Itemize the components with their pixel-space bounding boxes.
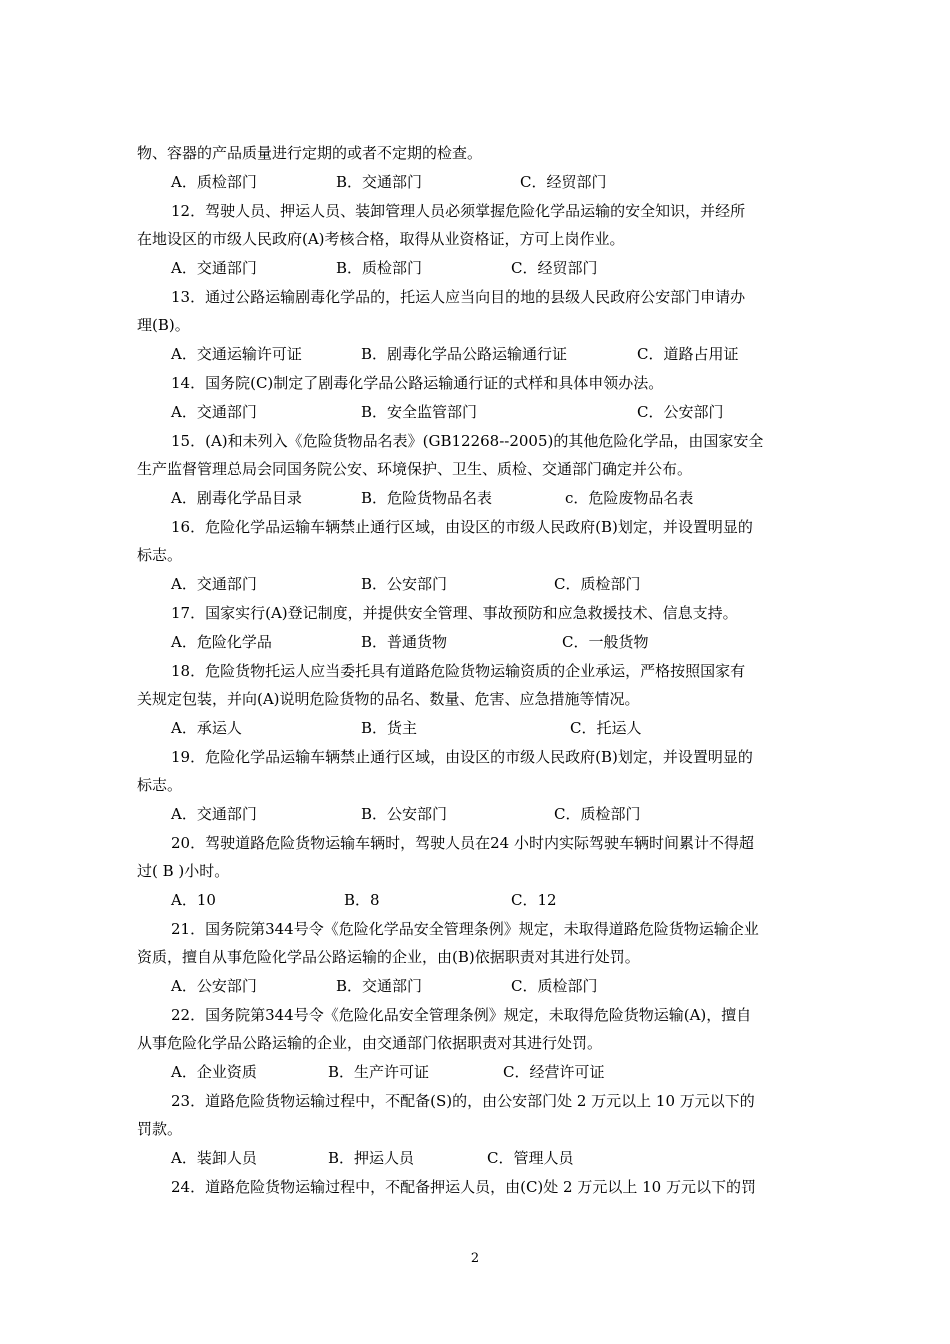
question-14: 14．国务院(C)制定了剧毒化学品公路运输通行证的式样和具体申领办法。 <box>171 374 664 392</box>
option-c: C．12 <box>511 891 557 909</box>
text-line: 生产监督管理总局会同国务院公安、环境保护、卫生、质检、交通部门确定并公布。 <box>137 460 693 478</box>
answer-options-14 <box>171 402 817 422</box>
question-15: 15．(A)和未列入《危险货物品名表》(GB12268--2005)的其他危险化学品，由国家安全 <box>171 432 764 450</box>
answer-options-11 <box>171 172 817 192</box>
question-20: 20．驾驶道路危险货物运输车辆时，驾驶人员在24 小时内实际驾驶车辆时间累计不得超 <box>171 834 754 852</box>
text-line: 从事危险化学品公路运输的企业，由交通部门依据职责对其进行处罚。 <box>137 1034 603 1052</box>
option-c: C．经贸部门 <box>520 173 607 191</box>
option-a: A．10 <box>171 891 216 909</box>
answer-options-16 <box>171 574 817 594</box>
option-a: A．交通运输许可证 <box>171 345 302 363</box>
text-line: 标志。 <box>137 776 183 794</box>
question-23: 23．道路危险货物运输过程中，不配备(S)的，由公安部门处 2 万元以上 10 万元以下的 <box>171 1092 755 1110</box>
answer-options-19 <box>171 804 817 824</box>
question-16: 16．危险化学品运输车辆禁止通行区域，由设区的市级人民政府(B)划定，并设置明显的 <box>171 518 753 536</box>
answer-options-23 <box>171 1148 817 1168</box>
option-a: A．承运人 <box>171 719 242 737</box>
option-b: B．安全监管部门 <box>361 403 478 421</box>
option-c: C．经贸部门 <box>511 259 598 277</box>
option-b: B．生产许可证 <box>328 1063 430 1081</box>
question-22: 22．国务院第344号令《危险化品安全管理条例》规定，未取得危险货物运输(A)，擅自 <box>171 1006 752 1024</box>
option-b: B．货主 <box>361 719 418 737</box>
option-c: C．公安部门 <box>637 403 724 421</box>
option-c: C．一般货物 <box>562 633 649 651</box>
option-c: C．道路占用证 <box>637 345 739 363</box>
answer-options-17 <box>171 632 817 652</box>
text-line: 罚款。 <box>137 1120 183 1138</box>
text-line: 过( B )小时。 <box>137 862 230 880</box>
page-number: 2 <box>470 1251 480 1266</box>
text-line: 理(B)。 <box>137 316 190 334</box>
answer-options-15 <box>171 488 817 508</box>
answer-options-18 <box>171 718 817 738</box>
answer-options-22 <box>171 1062 817 1082</box>
option-b: B．剧毒化学品公路运输通行证 <box>361 345 568 363</box>
question-13: 13．通过公路运输剧毒化学品的，托运人应当向目的地的县级人民政府公安部门申请办 <box>171 288 746 306</box>
option-b: B．8 <box>344 891 380 909</box>
text-line: 关规定包装，并向(A)说明危险货物的品名、数量、危害、应急措施等情况。 <box>137 690 640 708</box>
text-line: 资质，擅自从事危险化学品公路运输的企业，由(B)依据职责对其进行处罚。 <box>137 948 640 966</box>
text-line: 标志。 <box>137 546 183 564</box>
option-c: C．经营许可证 <box>503 1063 605 1081</box>
answer-options-13 <box>171 344 817 364</box>
option-a: A．装卸人员 <box>171 1149 257 1167</box>
question-17: 17．国家实行(A)登记制度，并提供安全管理、事故预防和应急救援技术、信息支持。 <box>171 604 738 622</box>
option-a: A．公安部门 <box>171 977 257 995</box>
option-b: B．质检部门 <box>336 259 423 277</box>
option-a: A．危险化学品 <box>171 633 272 651</box>
question-18: 18．危险货物托运人应当委托具有道路危险货物运输资质的企业承运，严格按照国家有 <box>171 662 746 680</box>
option-b: B．交通部门 <box>336 977 423 995</box>
answer-options-21 <box>171 976 817 996</box>
option-b: B．交通部门 <box>336 173 423 191</box>
option-b: B．危险货物品名表 <box>361 489 493 507</box>
option-a: A．企业资质 <box>171 1063 257 1081</box>
option-c: C．质检部门 <box>554 805 641 823</box>
option-c: C．质检部门 <box>554 575 641 593</box>
question-24: 24．道路危险货物运输过程中，不配备押运人员，由(C)处 2 万元以上 10 万元以下的罚 <box>171 1178 756 1196</box>
text-line: 在地设区的市级人民政府(A)考核合格，取得从业资格证，方可上岗作业。 <box>137 230 625 248</box>
answer-options-20 <box>171 890 817 910</box>
question-21: 21．国务院第344号令《危险化学品安全管理条例》规定，未取得道路危险货物运输企业 <box>171 920 759 938</box>
option-c: C．管理人员 <box>487 1149 574 1167</box>
option-c: C．托运人 <box>570 719 642 737</box>
option-b: B．普通货物 <box>361 633 448 651</box>
option-a: A．交通部门 <box>171 575 257 593</box>
option-a: A．交通部门 <box>171 403 257 421</box>
option-a: A．交通部门 <box>171 805 257 823</box>
option-c: C．质检部门 <box>511 977 598 995</box>
option-a: A．质检部门 <box>171 173 257 191</box>
option-c: c．危险废物品名表 <box>565 489 694 507</box>
option-b: B．押运人员 <box>328 1149 415 1167</box>
option-b: B．公安部门 <box>361 805 448 823</box>
text-line: 物、容器的产品质量进行定期的或者不定期的检查。 <box>137 144 483 162</box>
option-b: B．公安部门 <box>361 575 448 593</box>
question-12: 12．驾驶人员、押运人员、装卸管理人员必须掌握危险化学品运输的安全知识，并经所 <box>171 202 746 220</box>
answer-options-12 <box>171 258 817 278</box>
question-19: 19．危险化学品运输车辆禁止通行区域，由设区的市级人民政府(B)划定，并设置明显的 <box>171 748 753 766</box>
option-a: A．交通部门 <box>171 259 257 277</box>
option-a: A．剧毒化学品目录 <box>171 489 302 507</box>
